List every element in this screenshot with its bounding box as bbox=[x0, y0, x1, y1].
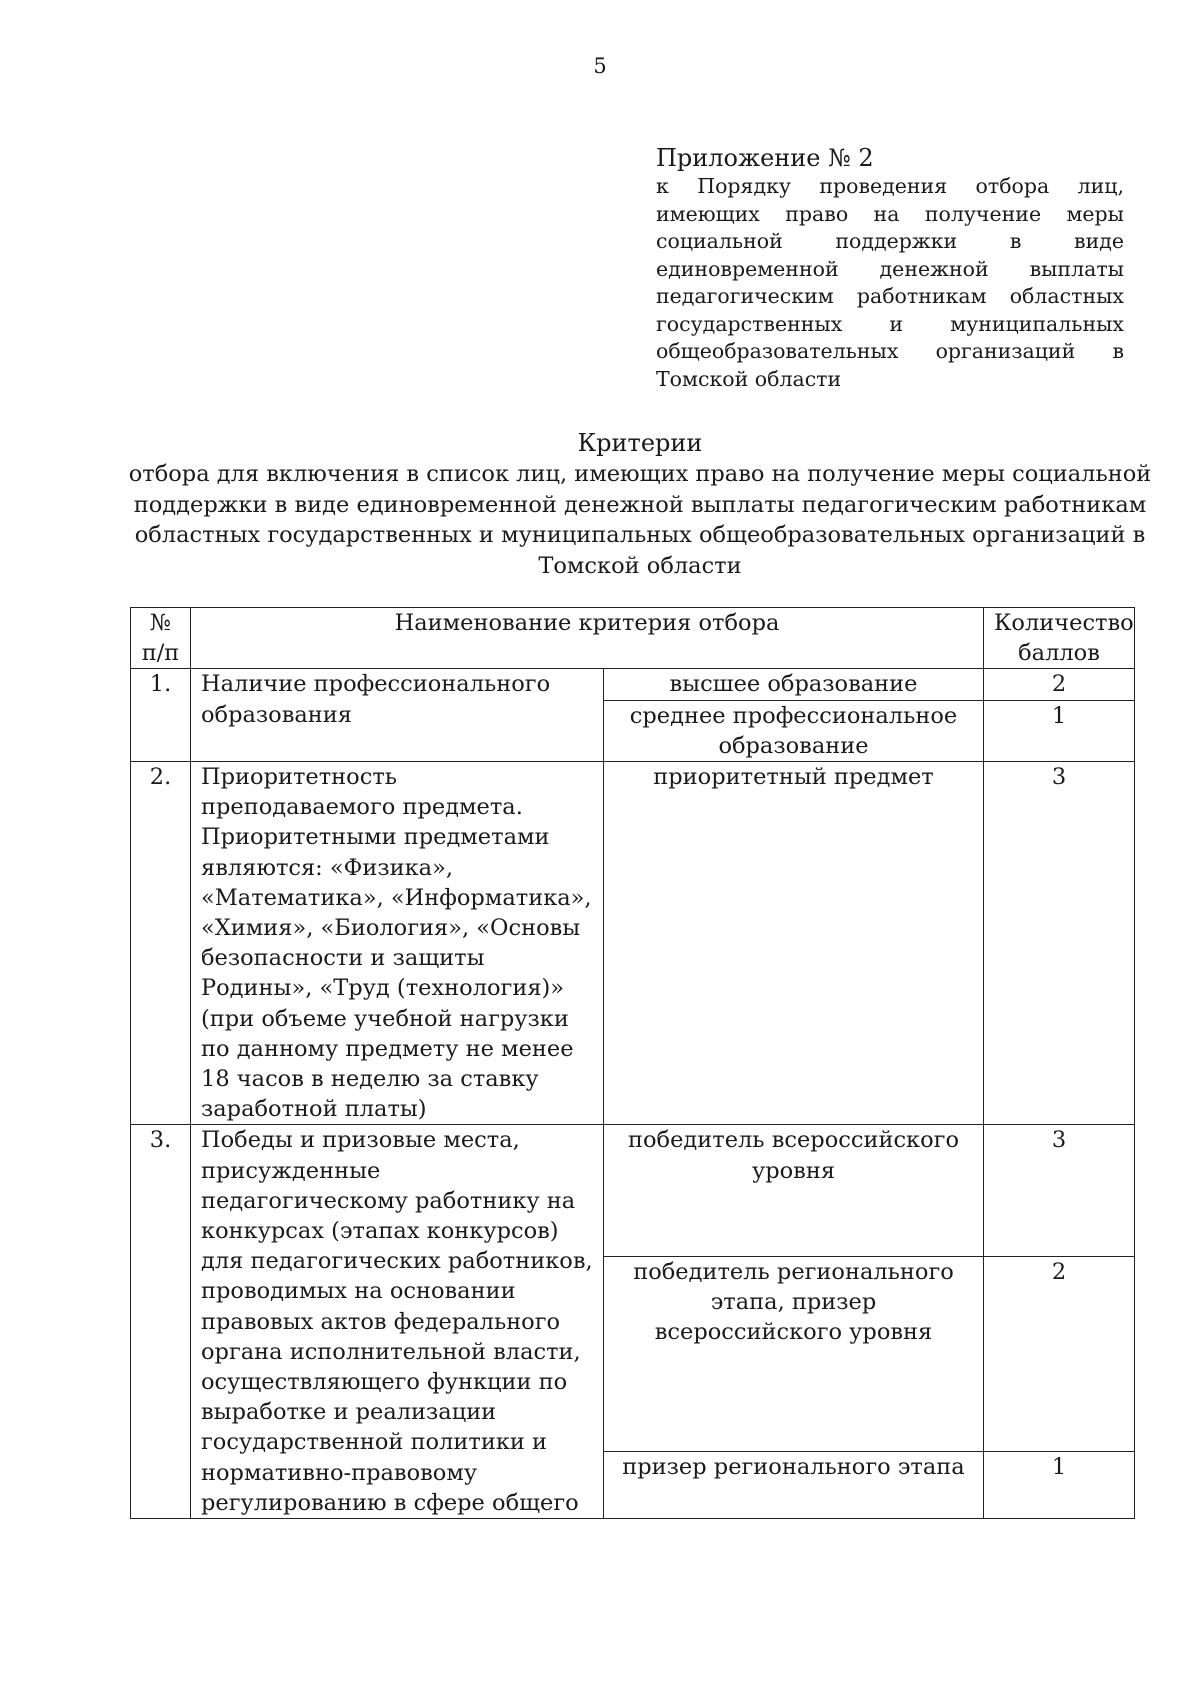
table-header-row bbox=[131, 608, 1135, 669]
heading-title: Критерии bbox=[577, 429, 703, 457]
criterion-condition: среднее профессиональное образование bbox=[604, 700, 984, 761]
document-heading bbox=[120, 428, 1160, 581]
criterion-points: 3 bbox=[984, 1125, 1135, 1256]
table-row bbox=[131, 1125, 1135, 1256]
criterion-condition: победитель регионального этапа, призер всероссийского уровня bbox=[604, 1256, 984, 1452]
table-row bbox=[131, 669, 1135, 700]
header-points: Количество баллов bbox=[984, 608, 1135, 669]
header-criterion-name: Наименование критерия отбора bbox=[191, 608, 984, 669]
criterion-condition: приоритетный предмет bbox=[604, 762, 984, 1125]
table-row bbox=[131, 762, 1135, 1125]
criterion-points: 1 bbox=[984, 700, 1135, 761]
header-number: № п/п bbox=[131, 608, 191, 669]
row-number: 2. bbox=[131, 762, 191, 1125]
criterion-condition: победитель всероссийского уровня bbox=[604, 1125, 984, 1256]
criterion-points: 3 bbox=[984, 762, 1135, 1125]
criterion-name: Приоритетность преподаваемого предмета. Приоритетными предметами являются: «Физика», «Математика», «Информатика», «Химия», «Биология», «Основы безопасности и защиты Родины», «Труд (технология)» (при объеме учебной нагрузки по данному предмету не менее 18 часов в неделю за ставку заработной платы) bbox=[191, 762, 604, 1125]
page-number: 5 bbox=[593, 54, 607, 78]
criterion-points: 2 bbox=[984, 669, 1135, 700]
criterion-name: Наличие профессионального образования bbox=[191, 669, 604, 762]
criteria-table bbox=[130, 607, 1135, 1519]
appendix-text: к Порядку проведения отбора лиц, имеющих право на получение меры социальной поддержки в виде единовременной денежной выплаты педагогическим работникам областных государственных и муниципальных общеобразовательных организаций в Томской области bbox=[656, 174, 1124, 391]
criterion-points: 2 bbox=[984, 1256, 1135, 1452]
row-number: 3. bbox=[131, 1125, 191, 1519]
appendix-block bbox=[656, 143, 1124, 393]
criterion-condition: призер регионального этапа bbox=[604, 1452, 984, 1519]
criterion-condition: высшее образование bbox=[604, 669, 984, 700]
criterion-name: Победы и призовые места, присужденные педагогическому работнику на конкурсах (этапах конкурсов) для педагогических работников, проводимых на основании правовых актов федерального органа исполнительной власти, осуществляющего функции по выработке и реализации государственной политики и нормативно-правовому регулированию в сфере общего bbox=[191, 1125, 604, 1519]
heading-subtitle: отбора для включения в список лиц, имеющих право на получение меры социальной поддержки в виде единовременной денежной выплаты педагогическим работникам областных государственных и муниципальных общеобразовательных организаций в Томской области bbox=[128, 461, 1152, 579]
appendix-title: Приложение № 2 bbox=[656, 144, 874, 172]
row-number: 1. bbox=[131, 669, 191, 762]
criterion-points: 1 bbox=[984, 1452, 1135, 1519]
